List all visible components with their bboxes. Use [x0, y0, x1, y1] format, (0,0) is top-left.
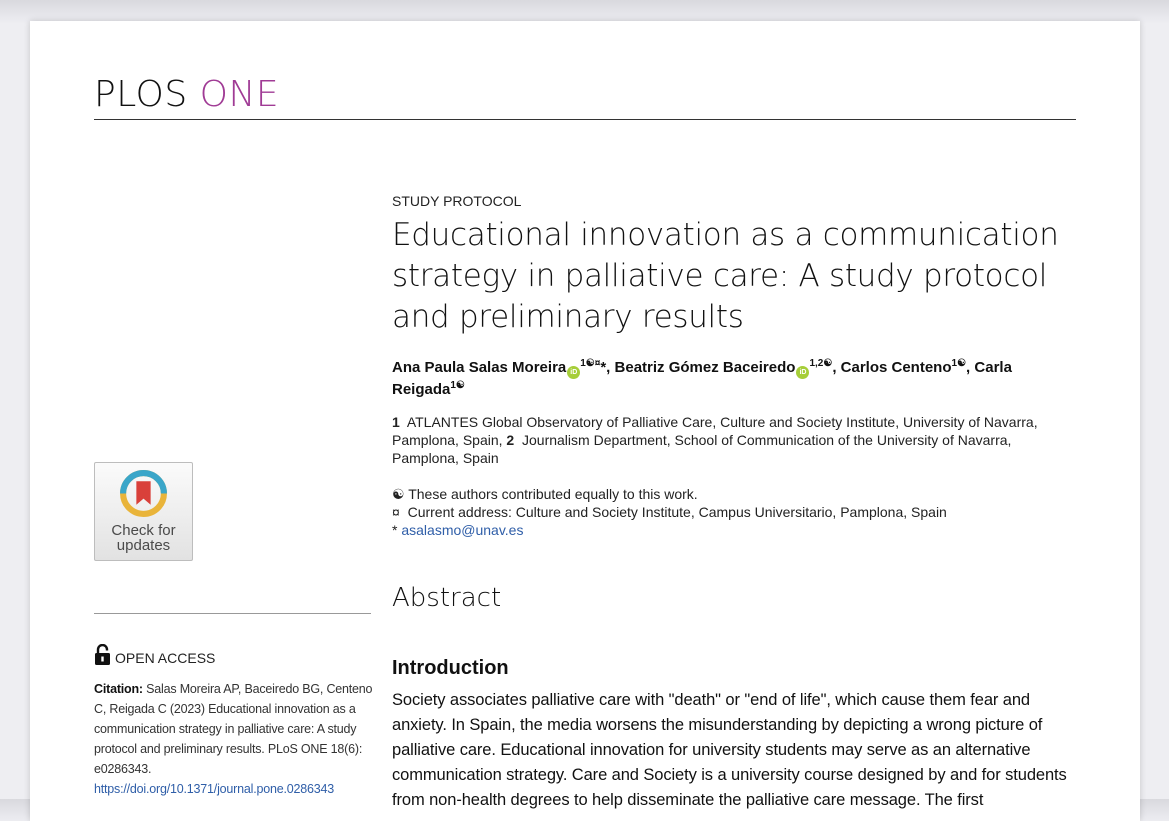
- current-address-symbol: ¤: [392, 504, 400, 520]
- affiliations: [392, 413, 1072, 467]
- journal-logo: [94, 74, 280, 115]
- author-name[interactable]: Carla Reigada: [392, 359, 1012, 398]
- author-list: [392, 357, 1072, 400]
- current-address-note: [392, 503, 1072, 521]
- logo-one: ONE: [199, 74, 280, 115]
- citation-label: Citation:: [94, 682, 143, 696]
- equal-contribution-note: [392, 485, 1072, 503]
- affiliation-number: 1: [392, 414, 400, 430]
- citation-doi-link[interactable]: https://doi.org/10.1371/journal.pone.0286343: [94, 782, 335, 796]
- open-access-label: [94, 644, 215, 665]
- corresponding-email-note: [392, 521, 1072, 539]
- check-for-updates-icon: [118, 468, 169, 519]
- author-name[interactable]: Ana Paula Salas Moreira: [392, 359, 567, 376]
- citation-block: [94, 679, 374, 799]
- email-link[interactable]: asalasmo@unav.es: [401, 522, 524, 538]
- article-title: Educational innovation as a communication strategy in palliative care: A study protocol and preliminary results: [392, 217, 1059, 335]
- open-padlock-icon: [94, 644, 111, 665]
- author-separator: *,: [600, 359, 615, 376]
- current-address-text: Current address: Culture and Society Institute, Campus Universitario, Pamplona, Spain: [407, 504, 947, 520]
- article-type: STUDY PROTOCOL: [392, 193, 522, 209]
- affiliation-text: ATLANTES Global Observatory of Palliative Care, Culture and Society Institute, University of Navarra, Pamplona, Spain,: [392, 414, 1038, 448]
- check-for-updates-label: [95, 523, 192, 553]
- orcid-icon[interactable]: iD: [567, 366, 580, 379]
- open-access-text: OPEN ACCESS: [115, 650, 216, 666]
- abstract-heading: Abstract: [392, 583, 502, 613]
- author-affiliation-marks: 1☯¤: [580, 358, 601, 369]
- affiliation-text: Journalism Department, School of Communication of the University of Navarra, Pamplona, Spain: [392, 432, 1012, 466]
- logo-plos: PLOS: [94, 74, 188, 115]
- sidebar-rule: [94, 613, 371, 614]
- badge-line-2: updates: [116, 537, 171, 554]
- author-name[interactable]: Carlos Centeno: [840, 359, 952, 376]
- author-affiliation-marks: 1,2☯: [809, 358, 833, 369]
- author-separator: ,: [832, 359, 841, 376]
- header-rule: [94, 119, 1076, 120]
- orcid-icon[interactable]: iD: [796, 366, 809, 379]
- author-separator: ,: [966, 359, 975, 376]
- introduction-paragraph: Society associates palliative care with "death" or "end of life", which cause them fear and anxiety. In Spain, the media worsens the misunderstanding by depicting a wrong picture of palliative care. Educational innovation for university students may serve as an alternative communication strategy. Care and Society is a university course designed by and for students from non-health degrees to help disseminate the palliative care message. The first: [392, 691, 1067, 809]
- equal-contribution-text: These authors contributed equally to this work.: [408, 486, 698, 502]
- email-symbol: *: [392, 522, 398, 538]
- check-for-updates-badge[interactable]: [94, 462, 193, 561]
- affiliation-number: 2: [506, 432, 515, 448]
- author-affiliation-marks: 1☯: [450, 380, 465, 391]
- citation-text: Salas Moreira AP, Baceiredo BG, Centeno C, Reigada C (2023) Educational innovation as a communication strategy in palliative care: A study protocol and preliminary results. PLoS ONE 18(6): e0286343.: [94, 682, 373, 776]
- equal-contribution-symbol: ☯: [392, 486, 405, 502]
- badge-line-1: Check for: [111, 522, 176, 539]
- paper-page: [30, 21, 1140, 821]
- introduction-heading: Introduction: [392, 657, 509, 679]
- author-notes: [392, 485, 1072, 539]
- author-affiliation-marks: 1☯: [951, 358, 967, 369]
- author-name[interactable]: Beatriz Gómez Baceiredo: [614, 359, 796, 376]
